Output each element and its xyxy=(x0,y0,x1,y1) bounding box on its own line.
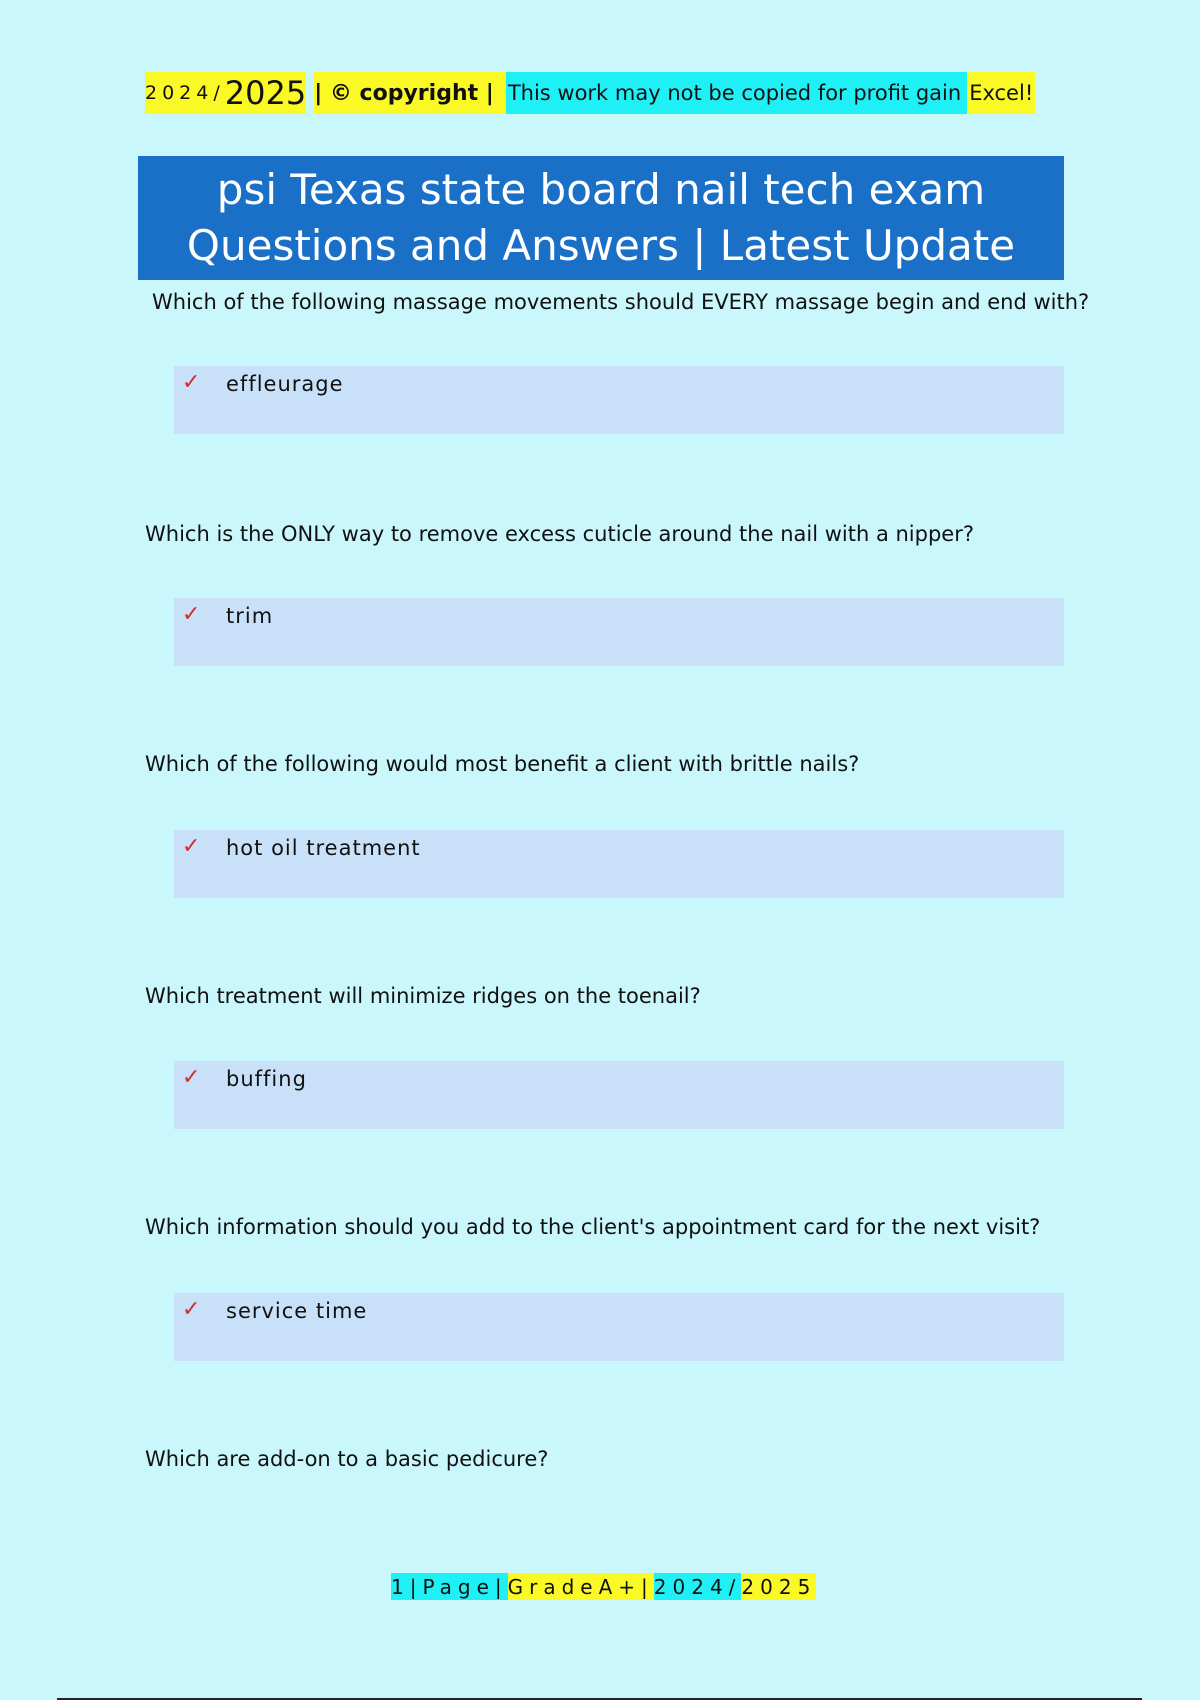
answer-box-3 xyxy=(174,830,1064,898)
question-2: Which is the ONLY way to remove excess cuticle around the nail with a nipper? xyxy=(145,522,974,546)
check-icon: ✓ xyxy=(182,1065,201,1090)
answer-box-1 xyxy=(174,366,1064,434)
answer-2: trim xyxy=(226,604,274,628)
check-icon: ✓ xyxy=(182,1297,201,1322)
page-footer xyxy=(391,1573,816,1600)
header-copyright: | © copyright | xyxy=(314,72,506,114)
answer-box-4 xyxy=(174,1061,1064,1129)
answer-1: effleurage xyxy=(226,372,344,396)
document-title xyxy=(138,156,1064,280)
header-excel: Excel! xyxy=(967,72,1035,114)
answer-4: buffing xyxy=(226,1067,307,1091)
answer-3: hot oil treatment xyxy=(226,836,421,860)
question-6: Which are add-on to a basic pedicure? xyxy=(145,1447,549,1471)
check-icon: ✓ xyxy=(182,370,201,395)
footer-year-1: 2024/ xyxy=(653,1574,742,1599)
check-icon: ✓ xyxy=(182,602,201,627)
title-line-1: psi Texas state board nail tech exam xyxy=(216,165,986,214)
question-3: Which of the following would most benefit a client with brittle nails? xyxy=(145,752,860,776)
header-year-small: 2024/ xyxy=(145,72,225,114)
footer-grade: GradeA+| xyxy=(507,1574,654,1599)
question-5: Which information should you add to the client's appointment card for the next visit? xyxy=(145,1215,1041,1239)
header-notice: This work may not be copied for profit gain xyxy=(506,72,967,114)
footer-year-2: 2025 xyxy=(741,1574,817,1599)
check-icon: ✓ xyxy=(182,834,201,859)
header-year-big: 2025 xyxy=(224,74,307,112)
title-line-2: Questions and Answers | Latest Update xyxy=(186,221,1016,270)
answer-box-2 xyxy=(174,598,1064,666)
footer-page: 1|Page| xyxy=(391,1574,508,1599)
question-1: Which of the following massage movements should EVERY massage begin and end with? xyxy=(152,290,1090,314)
question-4: Which treatment will minimize ridges on the toenail? xyxy=(145,984,701,1008)
copyright-banner xyxy=(145,72,1035,114)
answer-5: service time xyxy=(226,1299,368,1323)
answer-box-5 xyxy=(174,1293,1064,1361)
